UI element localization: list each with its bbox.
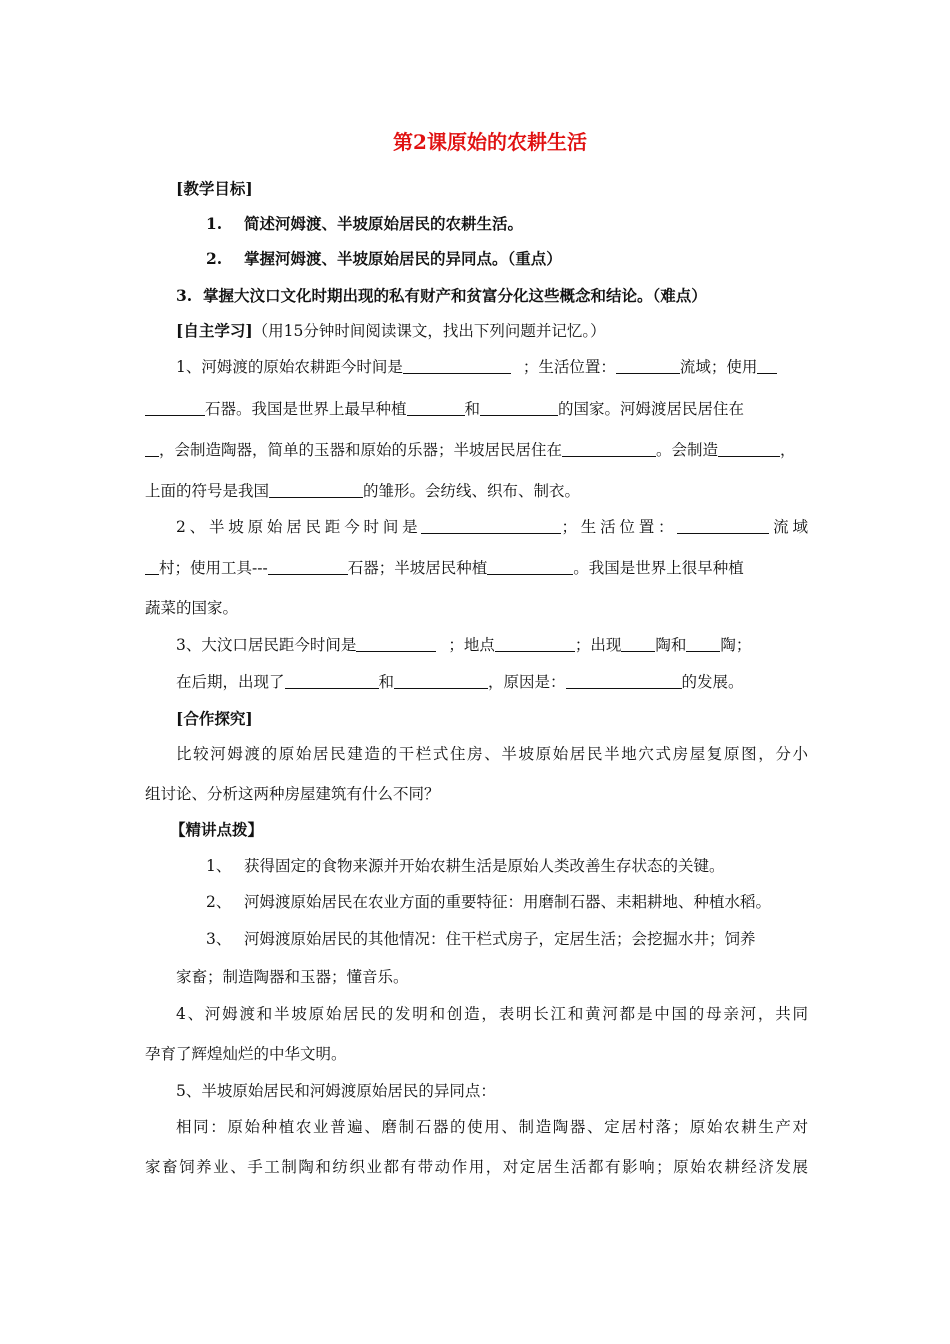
q3-text-h: ，原因是： (488, 673, 566, 691)
goal-item-3-text: 掌握大汶口文化时期出现的私有财产和贫富分化这些概念和结论。（难点） (203, 286, 707, 305)
q2-text-c: 流域 (769, 518, 808, 536)
q3-blank-time[interactable] (356, 636, 436, 652)
q3-blank-reason[interactable] (566, 673, 682, 689)
q1-line-2 (145, 398, 744, 420)
key-point-5-line-2: 相同：原始种植农业普遍、磨制石器的使用、制造陶器、定居村落；原始农耕生产对 (176, 1118, 808, 1136)
key-point-5-line-3: 家畜饲养业、手工制陶和纺织业都有带动作用，对定居生活都有影响；原始农耕经济发展 (145, 1158, 808, 1176)
key-point-2-text: 河姆渡原始居民在农业方面的重要特征：用磨制石器、耒耜耕地、种植水稻。 (244, 893, 772, 911)
q2-line-1 (176, 516, 808, 538)
goals-heading: [教学目标] (176, 179, 253, 198)
q2-blank-crop[interactable] (487, 559, 573, 575)
q3-text-a: 3、大汶口居民距今时间是 (176, 636, 357, 654)
page-title: 第2课原始的农耕生活 (393, 130, 587, 154)
q3-text-c: ；出现 (574, 636, 622, 654)
goal-item-2-number: 2. (206, 249, 223, 268)
q1-line-1 (176, 356, 777, 378)
q1-text-k: 的雏形。会纺线、织布、制衣。 (363, 482, 581, 500)
q1-text-j: 上面的符号是我国 (145, 482, 270, 500)
q2-blank-village[interactable] (145, 559, 159, 575)
q1-text-d: 石器。我国是世界上最早种植 (205, 400, 407, 418)
q3-text-i: 的发展。 (681, 673, 744, 691)
key-point-1-number: 1、 (206, 857, 232, 875)
q1-blank-craft[interactable] (718, 441, 780, 457)
q2-text-e: 石器；半坡居民种植 (347, 559, 488, 577)
q1-blank-location[interactable] (616, 358, 680, 374)
key-point-3-continuation: 家畜；制造陶器和玉器；懂音乐。 (176, 968, 409, 986)
q1-blank-banpo-house[interactable] (562, 441, 656, 457)
q1-text-b: ；生活位置： (522, 358, 616, 376)
q2-text-f: 。我国是世界上很早种植 (573, 559, 744, 577)
q3-text-g: 和 (378, 673, 395, 691)
q2-line-3: 蔬菜的国家。 (145, 599, 239, 617)
q1-blank-crop-2[interactable] (480, 400, 558, 416)
key-point-1-text: 获得固定的食物来源并开始农耕生活是原始人类改善生存状态的关键。 (244, 857, 725, 875)
key-point-4-line-2: 孕育了辉煌灿烂的中华文明。 (145, 1045, 347, 1063)
coop-line-1: 比较河姆渡的原始居民建造的干栏式住房、半坡原始居民半地穴式房屋复原图，分小 (176, 745, 808, 763)
q1-text-c: 流域；使用 (679, 358, 758, 376)
self-study-heading: [自主学习] (176, 321, 253, 340)
q1-text-e: 和 (464, 400, 481, 418)
goal-item-1-number: 1. (206, 214, 223, 233)
q1-text-a: 1、河姆渡的原始农耕距今时间是 (176, 358, 403, 376)
key-point-5-heading: 5、半坡原始居民和河姆渡原始居民的异同点： (176, 1082, 496, 1100)
q1-line-3 (145, 439, 796, 461)
q3-line-1 (176, 634, 751, 656)
q3-text-b: ；地点 (448, 636, 495, 654)
key-heading: 【精讲点拨】 (170, 820, 264, 839)
self-study-line (176, 320, 606, 342)
self-study-note: （用15分钟时间阅读课文，找出下列问题并记忆。） (252, 322, 606, 340)
q2-blank-time[interactable] (421, 518, 561, 534)
q1-blank-hemudu-house[interactable] (145, 441, 159, 457)
q2-blank-location[interactable] (677, 518, 769, 534)
q3-blank-pottery-1[interactable] (621, 636, 655, 652)
q1-blank-crop-1[interactable] (407, 400, 465, 416)
q3-blank-place[interactable] (495, 636, 575, 652)
q1-blank-tool[interactable] (145, 400, 205, 416)
goal-item-1-text: 简述河姆渡、半坡原始居民的农耕生活。 (244, 214, 524, 233)
q3-blank-pottery-2[interactable] (686, 636, 720, 652)
q1-text-i: ， (780, 441, 796, 459)
q2-blank-tool[interactable] (268, 559, 348, 575)
key-point-2-number: 2、 (206, 893, 232, 911)
q2-text-d: 村；使用工具--- (159, 559, 268, 577)
q1-blank-time[interactable] (403, 358, 511, 374)
q2-text-b: ；生活位置： (561, 518, 678, 536)
q3-line-2 (176, 671, 744, 693)
key-point-3-number: 3、 (206, 930, 232, 948)
coop-line-2: 组讨论、分析这两种房屋建筑有什么不同？ (145, 785, 440, 803)
q2-text-a: 2、半坡原始居民距今时间是 (176, 518, 422, 536)
q3-text-f: 在后期，出现了 (176, 673, 285, 691)
q1-blank-writing[interactable] (269, 482, 363, 498)
q3-text-d: 陶和 (655, 636, 687, 654)
q1-text-f: 的国家。河姆渡居民居住在 (558, 400, 745, 418)
coop-heading: [合作探究] (176, 709, 253, 728)
q3-blank-private-property[interactable] (285, 673, 379, 689)
q1-blank-tool-start[interactable] (757, 358, 777, 374)
goal-item-3-number: 3. (176, 286, 193, 305)
key-point-3-text: 河姆渡原始居民的其他情况：住干栏式房子，定居生活；会挖掘水井；饲养 (244, 930, 756, 948)
q2-line-2 (145, 557, 744, 579)
goal-item-2-text: 掌握河姆渡、半坡原始居民的异同点。（重点） (244, 249, 562, 268)
q3-blank-wealth-gap[interactable] (394, 673, 488, 689)
q1-text-h: 。会制造 (656, 441, 719, 459)
q3-text-e: 陶； (720, 636, 752, 654)
key-point-4-line-1: 4、河姆渡和半坡原始居民的发明和创造，表明长江和黄河都是中国的母亲河，共同 (176, 1005, 808, 1023)
q1-line-4 (145, 480, 580, 502)
q1-text-g: ，会制造陶器，简单的玉器和原始的乐器；半坡居民居住在 (159, 441, 563, 459)
